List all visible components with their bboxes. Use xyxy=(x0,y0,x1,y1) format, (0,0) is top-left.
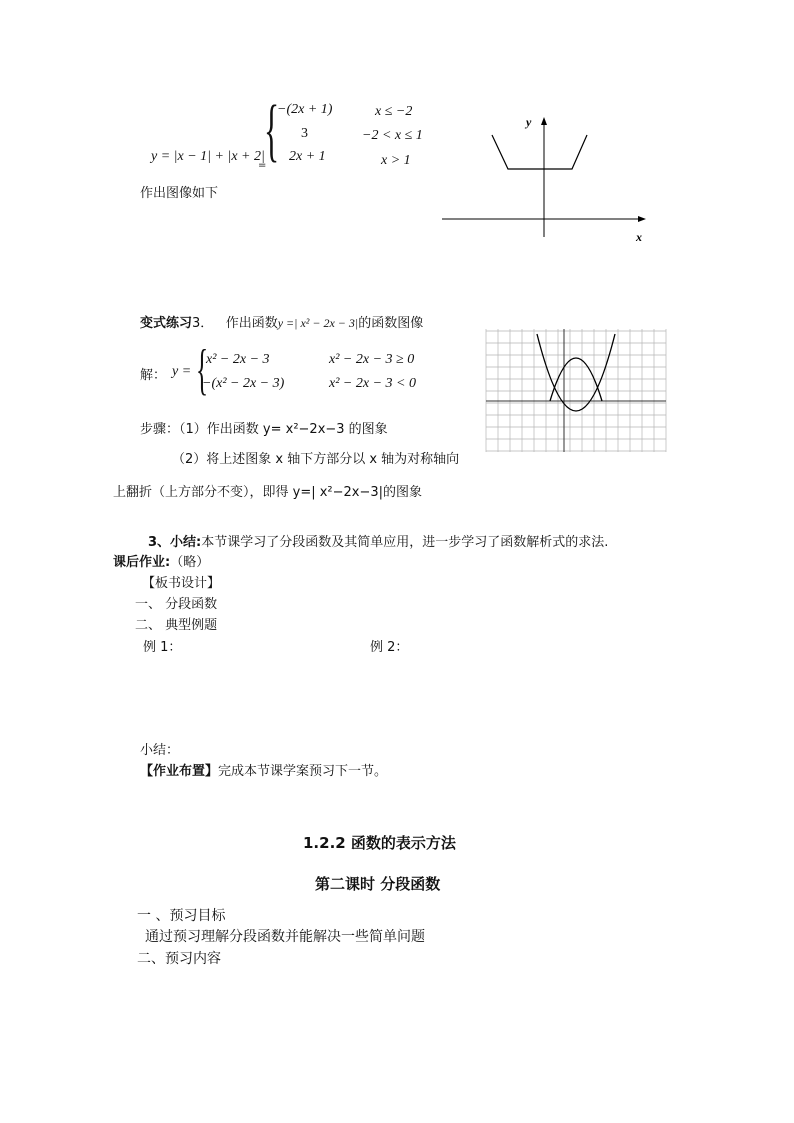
case-cond-1: x ≤ −2 xyxy=(375,104,413,119)
board-summary: 小结： xyxy=(140,743,180,758)
section-subtitle: 第二课时 分段函数 xyxy=(315,875,441,893)
case-expr-2: 3 xyxy=(301,126,308,141)
case-cond-2: −2 < x ≤ 1 xyxy=(362,128,423,143)
homework-text: （略） xyxy=(170,555,210,570)
variant-number: 3． xyxy=(192,316,214,331)
variant-case-cond-1: x² − 2x − 3 ≥ 0 xyxy=(329,352,415,367)
abs-function-formula: y = |x − 1| + |x + 2| xyxy=(151,149,265,164)
assignment-text: 完成本节课学案预习下一节。 xyxy=(218,764,388,779)
variant-task-formula: y =| x² − 2x − 3| xyxy=(277,316,359,330)
case-expr-1: −(2x + 1) xyxy=(277,102,333,117)
equals-sign: = xyxy=(258,160,267,171)
homework-label: 课后作业: xyxy=(113,555,171,570)
homework-line xyxy=(113,551,209,570)
variant-case-cond-2: x² − 2x − 3 < 0 xyxy=(329,376,416,391)
step-1: 步骤：（1）作出函数 y= x²−2x−3 的图象 xyxy=(140,422,388,437)
assignment-line xyxy=(140,760,387,779)
variant-case-expr-1: x² − 2x − 3 xyxy=(206,352,270,367)
variant-task-prefix: 作出函数 xyxy=(225,316,278,331)
preview-goal-heading: 一 、预习目标 xyxy=(137,908,226,924)
step-2: （2）将上述图象 x 轴下方部分以 x 轴为对称轴向 xyxy=(172,452,460,467)
board-example-2: 例 2： xyxy=(370,640,409,655)
variant-case-expr-2: −(x² − 2x − 3) xyxy=(202,376,285,391)
section-title: 1.2.2 函数的表示方法 xyxy=(303,834,456,852)
assignment-label: 【作业布置】 xyxy=(140,764,219,779)
board-example-1: 例 1： xyxy=(143,640,182,655)
board-item-2: 二、 典型例题 xyxy=(135,618,218,633)
case-expr-3: 2x + 1 xyxy=(289,149,326,164)
graph-line xyxy=(492,135,587,169)
variant-y-eq: y = xyxy=(172,364,192,379)
parabola-curve xyxy=(537,334,615,411)
variant-task xyxy=(140,312,423,331)
y-axis-label: y xyxy=(526,115,532,129)
summary-text: 本节课学习了分段函数及其简单应用，进一步学习了函数解析式的求法. xyxy=(201,535,609,550)
grid-lines xyxy=(486,329,666,452)
step-3: 上翻折（上方部分不变），即得 y=| x²−2x−3|的图象 xyxy=(113,485,423,500)
variant-heading: 变式练习 xyxy=(140,316,193,331)
y-axis-arrow xyxy=(541,117,547,125)
board-item-1: 一、 分段函数 xyxy=(135,597,218,612)
x-axis-label: x xyxy=(636,230,642,244)
piecewise-brace: { xyxy=(264,92,280,169)
solution-label: 解： xyxy=(140,368,167,383)
variant-brace: { xyxy=(196,339,209,401)
summary-line xyxy=(148,531,608,550)
board-title: 【板书设计】 xyxy=(142,576,221,591)
abs-function-graph xyxy=(440,115,660,245)
x-axis-arrow xyxy=(638,216,646,222)
case-cond-3: x > 1 xyxy=(381,153,411,168)
summary-label: 3、小结: xyxy=(148,535,202,550)
draw-graph-text: 作出图像如下 xyxy=(140,186,219,201)
preview-goal-text: 通过预习理解分段函数并能解决一些简单问题 xyxy=(145,929,425,945)
preview-content-heading: 二、预习内容 xyxy=(137,951,221,967)
parabola-grid-graph xyxy=(485,328,667,453)
variant-task-suffix: 的函数图像 xyxy=(358,316,424,331)
